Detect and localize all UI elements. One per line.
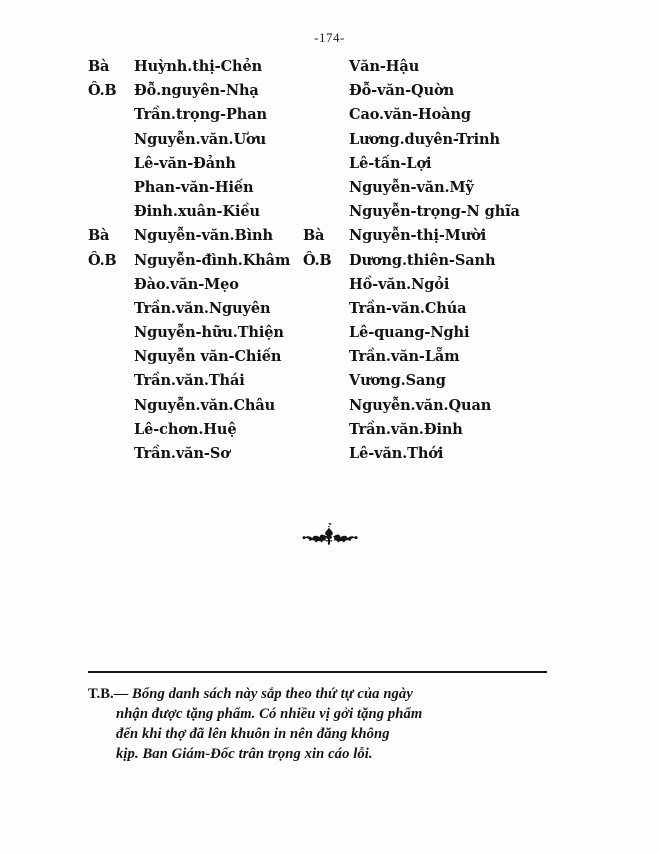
donor-name: Văn-Hậu: [349, 58, 420, 75]
list-item: [88, 106, 303, 130]
list-item: [88, 445, 303, 469]
list-item: [303, 421, 603, 445]
honorific-label: Bà: [303, 227, 325, 245]
list-item: [303, 179, 603, 203]
donor-name: Trần.văn-Sơ: [134, 445, 230, 462]
donor-name: Nguyễn-văn.Bình: [134, 227, 273, 245]
honorific-label: Ô.B: [303, 251, 332, 269]
list-item: [303, 106, 603, 130]
list-item: [303, 348, 603, 372]
donor-name: Phan-văn-Hiến: [134, 178, 254, 196]
list-item: [303, 324, 603, 348]
honorific-label: Ô.B: [88, 82, 117, 100]
list-item: [88, 203, 303, 227]
donor-name: Nguyễn.văn.Ươu: [134, 130, 267, 148]
footer-note-line-2: nhận được tặng phẩm. Có nhiều vị gởi tặng phẩm: [116, 706, 423, 722]
donor-name: Huỳnh.thị-Chẻn: [134, 58, 263, 75]
list-item: [88, 348, 303, 372]
donor-name: Nguyễn-thị-Mười: [349, 227, 487, 245]
donor-name: Đỗ.nguyên-Nhạ: [134, 82, 259, 100]
list-item: [88, 155, 303, 179]
donor-name: Trần.trọng-Phan: [134, 106, 267, 124]
donor-name: Lê-văn.Thới: [349, 445, 444, 462]
donor-name: Trần.văn.Đinh: [349, 420, 463, 438]
footer-divider-rule: [88, 671, 547, 673]
donor-name: Lê-chơn.Huệ: [134, 420, 237, 438]
list-item: [303, 445, 603, 469]
page-number: -174-: [314, 30, 345, 45]
donor-name: Nguyễn.văn.Quan: [349, 396, 492, 414]
list-item: [303, 397, 603, 421]
donor-name: Hồ-văn.Ngỏi: [349, 275, 450, 293]
list-item: [303, 131, 603, 155]
donor-column-left: [88, 58, 303, 469]
donor-name: Trần.văn-Lẵm: [349, 348, 460, 366]
donor-name: Nguyễn.văn.Châu: [134, 396, 276, 414]
list-item: [88, 179, 303, 203]
list-item: [303, 252, 603, 276]
list-item: [303, 82, 603, 106]
donor-name: Vương.Sang: [349, 372, 446, 390]
donor-name: Nguyễn-đình.Khâm: [134, 251, 291, 269]
donor-name: Lê-tấn-Lợi: [349, 154, 432, 172]
donor-name: Nguyễn-hữu.Thiện: [134, 324, 284, 342]
list-item: [88, 300, 303, 324]
list-item: [88, 397, 303, 421]
list-item: [88, 276, 303, 300]
list-item: [303, 227, 603, 251]
donor-column-right: [303, 58, 603, 469]
list-item: [88, 131, 303, 155]
footer-note: [88, 684, 556, 764]
list-item: [88, 252, 303, 276]
footer-note-prefix: T.B.—: [88, 686, 129, 702]
list-item: [88, 227, 303, 251]
list-item: [303, 276, 603, 300]
donor-name: Nguyễn-trọng-N ghĩa: [349, 203, 520, 221]
list-item: [88, 372, 303, 396]
footer-note-line-3: đến khi thợ đã lên khuôn in nên đăng không: [116, 726, 390, 742]
list-item: [88, 421, 303, 445]
fleuron-ornament-icon: [0, 521, 659, 555]
donor-name: Trần.văn.Nguyên: [134, 299, 271, 317]
donor-name: Đinh.xuân-Kiều: [134, 203, 260, 221]
list-item: [88, 82, 303, 106]
list-item: [88, 58, 303, 82]
donor-name: Lương.duyên-Trinh: [349, 130, 500, 148]
donor-name: Trần.văn.Thái: [134, 372, 245, 390]
footer-note-text-1: Bổng danh sách này sắp theo thứ tự của ngày: [128, 686, 413, 702]
list-item: [303, 372, 603, 396]
donor-name: Lê-quang-Nghi: [349, 324, 470, 342]
list-item: [303, 58, 603, 82]
list-item: [303, 203, 603, 227]
honorific-label: Ô.B: [88, 251, 117, 269]
honorific-label: Bà: [88, 58, 110, 75]
donor-name: Nguyễn-văn.Mỹ: [349, 178, 474, 196]
footer-note-line-1: [88, 684, 556, 704]
donor-name: Nguyễn văn-Chiến: [134, 348, 282, 366]
donor-name: Đào.văn-Mẹo: [134, 275, 239, 293]
list-item: [303, 300, 603, 324]
list-item: [303, 155, 603, 179]
donor-name: Đỗ-văn-Quờn: [349, 82, 455, 100]
footer-note-line-4: kịp. Ban Giám-Đốc trân trọng xin cáo lỗi.: [116, 746, 373, 762]
donor-name: Dương.thiên-Sanh: [349, 251, 496, 269]
list-item: [88, 324, 303, 348]
donor-name: Trần-văn.Chúa: [349, 299, 467, 317]
donor-name-columns: [0, 58, 659, 469]
donor-name: Cao.văn-Hoàng: [349, 106, 471, 124]
honorific-label: Bà: [88, 227, 110, 245]
donor-name: Lê-văn-Đảnh: [134, 154, 236, 172]
